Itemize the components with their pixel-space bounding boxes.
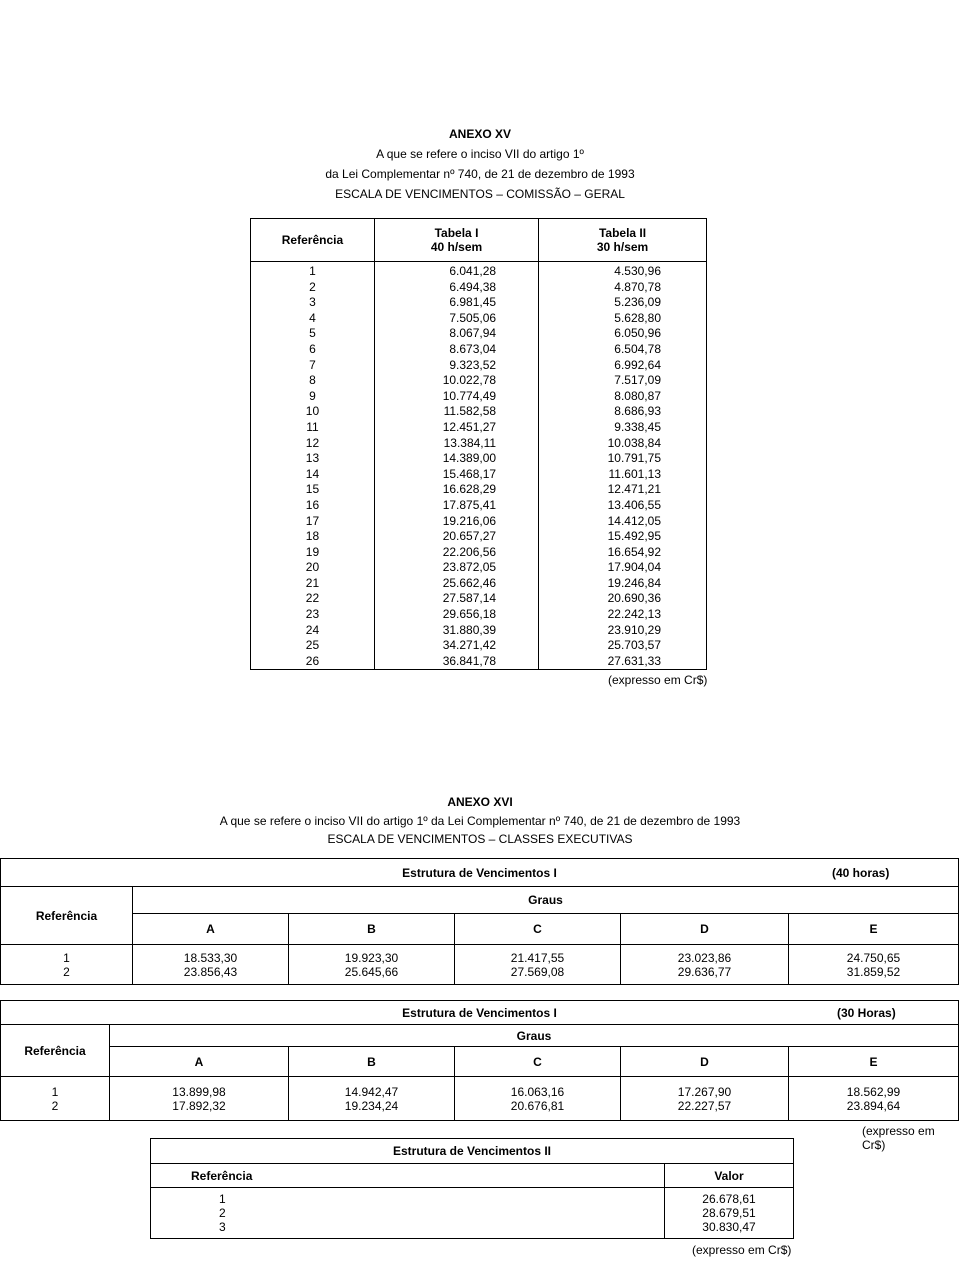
tabela-ii-value: 25.703,57 [607, 638, 661, 653]
tabela-ii-value: 27.631,33 [607, 653, 661, 668]
grade-e-values: 24.750,65 31.859,52 [789, 945, 959, 985]
tabela-ii-value: 5.628,80 [614, 310, 661, 325]
tabela-ii-value: 20.690,36 [607, 591, 661, 606]
estrutura-i-30h-table [0, 1000, 959, 1121]
grade-e-header: E [789, 1047, 959, 1077]
tabela-ii-value: 8.686,93 [614, 404, 661, 419]
referencia-value: 26 [305, 653, 320, 668]
tabela-i-value: 29.656,18 [442, 607, 497, 622]
referencia-value: 24 [305, 622, 320, 637]
referencia-value: 8 [309, 373, 316, 388]
tabela-i-value: 23.872,05 [442, 560, 497, 575]
header-referencia: Referência [251, 219, 375, 262]
anexo-xvi-currency-note-1: (expresso em Cr$) [862, 1124, 935, 1152]
referencia-value: 18 [305, 529, 320, 544]
table-title: Estrutura de Vencimentos I [402, 865, 557, 880]
tabela-ii-value: 10.038,84 [607, 435, 661, 450]
anexo-xv-title: ANEXO XV [448, 127, 511, 141]
referencia-header: Referência [1, 1025, 110, 1077]
referencia-header: Referência [151, 1164, 665, 1188]
header-tabela-i-hours: 40 h/sem [430, 240, 483, 254]
tabela-ii-value: 4.870,78 [614, 279, 661, 294]
anexo-xv-subtitle-2: da Lei Complementar nº 740, de 21 de dezembro de 1993 [325, 167, 635, 181]
values-row [151, 1188, 794, 1239]
grade-b-values: 19.923,30 25.645,66 [289, 945, 455, 985]
values-row [1, 1077, 959, 1121]
tabela-i-value: 13.384,11 [443, 435, 497, 450]
tabela-ii-value: 11.601,13 [608, 466, 661, 481]
tabela-i-value: 6.494,38 [449, 279, 497, 294]
grade-c-header: C [455, 1047, 621, 1077]
anexo-xvi-subtitle-2: ESCALA DE VENCIMENTOS – CLASSES EXECUTIVAS [327, 832, 633, 846]
estrutura-ii-table [150, 1138, 794, 1239]
referencia-values: 1 2 3 [151, 1188, 665, 1239]
graus-header: Graus [133, 887, 959, 914]
tabela-i-value: 6.041,28 [449, 264, 497, 278]
grade-b-values: 14.942,47 19.234,24 [289, 1077, 455, 1121]
valor-values: 26.678,61 28.679,51 30.830,47 [665, 1188, 794, 1239]
tabela-i-value: 27.587,14 [442, 591, 497, 606]
tabela-i-value: 6.981,45 [449, 295, 497, 310]
tabela-ii-value: 17.904,04 [607, 560, 661, 575]
header-tabela-ii [539, 219, 707, 262]
referencia-value: 25 [305, 638, 320, 653]
referencia-column [251, 262, 375, 670]
tabela-ii-value: 6.992,64 [614, 357, 661, 372]
tabela-ii-value: 14.412,05 [607, 513, 661, 528]
referencia-value: 20 [305, 560, 320, 575]
referencia-value: 9 [309, 388, 316, 403]
tabela-i-value: 8.067,94 [449, 326, 497, 341]
grade-a-header: A [133, 914, 289, 945]
table-title: Estrutura de Vencimentos I [402, 1005, 557, 1020]
tabela-i-value: 8.673,04 [449, 341, 497, 356]
tabela-i-value: 10.774,49 [442, 388, 497, 403]
tabela-i-value: 36.841,78 [442, 653, 497, 668]
table-hours: (30 Horas) [837, 1005, 896, 1020]
tabela-ii-value: 6.504,78 [614, 341, 661, 356]
referencia-value: 15 [305, 482, 320, 497]
tabela-ii-value: 5.236,09 [614, 295, 661, 310]
title-row [151, 1139, 794, 1164]
table-title: Estrutura de Vencimentos II [151, 1139, 794, 1164]
table-header-row [251, 219, 707, 262]
graus-row [1, 1025, 959, 1047]
grade-b-header: B [289, 1047, 455, 1077]
referencia-value: 19 [305, 544, 320, 559]
header-tabela-i-name: Tabela I [434, 226, 479, 240]
tabela-i-value: 16.628,29 [442, 482, 497, 497]
tabela-ii-value: 9.338,45 [614, 419, 661, 434]
tabela-i-value: 17.875,41 [442, 497, 497, 512]
tabela-ii-value: 8.080,87 [614, 388, 661, 403]
grade-c-values: 16.063,16 20.676,81 [455, 1077, 621, 1121]
title-row [1, 859, 959, 887]
tabela-i-value: 11.582,58 [443, 404, 497, 419]
grade-a-values: 18.533,30 23.856,43 [133, 945, 289, 985]
referencia-value: 3 [309, 295, 316, 310]
grade-e-header: E [789, 914, 959, 945]
tabela-i-column [374, 262, 538, 670]
tabela-i-value: 14.389,00 [442, 451, 497, 466]
referencia-value: 12 [305, 435, 320, 450]
referencia-value: 4 [309, 310, 316, 325]
tabela-i-value: 7.505,06 [449, 310, 497, 325]
header-tabela-i [374, 219, 538, 262]
referencia-value: 23 [305, 607, 320, 622]
referencia-value: 13 [305, 451, 320, 466]
referencia-value: 16 [305, 497, 320, 512]
tabela-i-value: 10.022,78 [442, 373, 497, 388]
referencia-value: 11 [306, 419, 319, 434]
referencia-value: 22 [305, 591, 320, 606]
table-hours: (40 horas) [832, 865, 890, 880]
referencia-value: 14 [305, 466, 320, 481]
table-title-cell [1, 1001, 959, 1025]
header-tabela-ii-name: Tabela II [598, 226, 647, 240]
grades-row [1, 1047, 959, 1077]
tabela-ii-value: 4.530,96 [614, 264, 661, 278]
tabela-ii-value: 12.471,21 [607, 482, 661, 497]
tabela-ii-value: 10.791,75 [607, 451, 661, 466]
graus-row [1, 887, 959, 914]
tabela-ii-value: 23.910,29 [607, 622, 661, 637]
referencia-value: 6 [309, 341, 316, 356]
tabela-i-value: 15.468,17 [442, 466, 497, 481]
tabela-i-value: 19.216,06 [442, 513, 497, 528]
tabela-ii-value: 15.492,95 [607, 529, 661, 544]
tabela-ii-value: 16.654,92 [607, 544, 661, 559]
tabela-i-value: 9.323,52 [449, 357, 497, 372]
tabela-ii-value: 22.242,13 [607, 607, 661, 622]
tabela-i-value: 31.880,39 [442, 622, 497, 637]
referencia-value: 10 [305, 404, 320, 419]
table-body-row [251, 262, 707, 670]
tabela-ii-column [539, 262, 707, 670]
referencia-value: 2 [309, 279, 316, 294]
table-title-cell [1, 859, 959, 887]
grade-a-values: 13.899,98 17.892,32 [110, 1077, 289, 1121]
grade-d-values: 17.267,90 22.227,57 [621, 1077, 789, 1121]
tabela-i-value: 34.271,42 [442, 638, 497, 653]
anexo-xv-table [250, 218, 707, 670]
tabela-i-value: 20.657,27 [442, 529, 497, 544]
referencia-values: 1 2 [1, 945, 133, 985]
title-row [1, 1001, 959, 1025]
anexo-xvi-currency-note-2: (expresso em Cr$) [692, 1243, 792, 1257]
anexo-xvi-subtitle-1: A que se refere o inciso VII do artigo 1º da Lei Complementar nº 740, de 21 de dezembro de 1993 [219, 814, 741, 828]
grade-c-values: 21.417,55 27.569,08 [455, 945, 621, 985]
referencia-value: 1 [309, 264, 316, 278]
tabela-i-value: 25.662,46 [442, 575, 497, 590]
tabela-ii-value: 13.406,55 [607, 497, 661, 512]
valor-header: Valor [665, 1164, 794, 1188]
referencia-header: Referência [1, 887, 133, 945]
grade-d-header: D [621, 1047, 789, 1077]
anexo-xv-subtitle-1: A que se refere o inciso VII do artigo 1º [376, 147, 584, 161]
graus-header: Graus [110, 1025, 959, 1047]
tabela-ii-value: 6.050,96 [614, 326, 661, 341]
referencia-value: 7 [309, 357, 316, 372]
grade-c-header: C [455, 914, 621, 945]
referencia-value: 21 [305, 575, 320, 590]
referencia-values: 1 2 [1, 1077, 110, 1121]
anexo-xvi-title: ANEXO XVI [447, 795, 513, 809]
referencia-value: 5 [309, 326, 316, 341]
grade-d-values: 23.023,86 29.636,77 [621, 945, 789, 985]
tabela-i-value: 12.451,27 [442, 419, 497, 434]
grade-d-header: D [621, 914, 789, 945]
grade-e-values: 18.562,99 23.894,64 [789, 1077, 959, 1121]
grades-row [1, 914, 959, 945]
tabela-ii-value: 7.517,09 [614, 373, 661, 388]
referencia-value: 17 [305, 513, 320, 528]
tabela-ii-value: 19.246,84 [607, 575, 661, 590]
values-row [1, 945, 959, 985]
estrutura-i-40h-table [0, 858, 959, 985]
header-tabela-ii-hours: 30 h/sem [596, 240, 649, 254]
anexo-xv-subtitle-3: ESCALA DE VENCIMENTOS – COMISSÃO – GERAL [335, 187, 625, 201]
grade-a-header: A [110, 1047, 289, 1077]
anexo-xv-currency-note: (expresso em Cr$) [608, 673, 708, 687]
header-row [151, 1164, 794, 1188]
tabela-i-value: 22.206,56 [442, 544, 497, 559]
grade-b-header: B [289, 914, 455, 945]
